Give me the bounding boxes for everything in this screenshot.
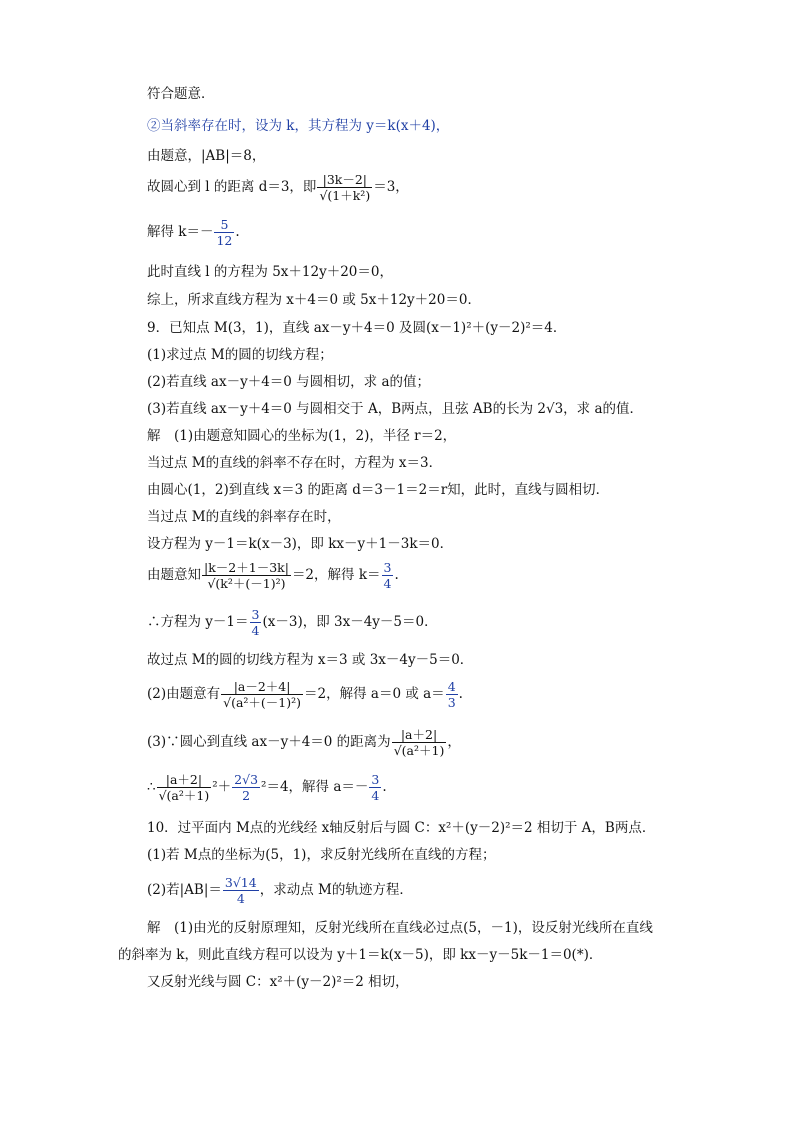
line-text: 故圆心到 l 的距离 d＝3，即 (147, 179, 317, 195)
text-line: 由题意知 $\frac{|k-2+1-3k|}{\text{√(k²＋(－1)²)}}$ ＝2，解得 k＝ $\frac{3}{4}$ . (147, 560, 399, 591)
text-line (147, 345, 333, 365)
fraction: $\frac{|a-2+4|}{\text{√(a²＋(－1)²)}}$ (223, 679, 302, 710)
line-text: (3)∵圆心到直线 ax－y＋4＝0 的距离为 (147, 734, 391, 750)
line-text: (2)若直线 ax－y＋4＝0 与圆相切，求 a的值； (147, 374, 431, 390)
text-line: (2)由题意有 $\frac{|a-2+4|}{\text{√(a²＋(－1)²)}}$ ＝2，解得 a＝0 或 a＝ $\frac{4}{3}$ . (147, 679, 463, 710)
line-text: 由题意知 (147, 567, 201, 583)
text-line (147, 818, 655, 838)
line-text: (3)若直线 ax－y＋4＝0 与圆相交于 A，B两点，且弦 AB的长为 2√3，求 a的值． (147, 401, 644, 417)
line-text: 10．过平面内 M点的光线经 x轴反射后与圆 C：x²＋(y－2)²＝2 相切于 A，B两点． (147, 820, 656, 836)
line-text: ∴ (147, 779, 156, 795)
line-text: ∴方程为 y－1＝ (147, 614, 249, 630)
fraction: $\frac{|a+2|}{\text{√(a²＋1)}}$ (393, 727, 445, 758)
text-line (147, 399, 643, 419)
text-line (147, 534, 453, 554)
text-line (147, 845, 495, 865)
fraction: $\frac{5}{12}$ (216, 217, 233, 248)
text-line: 解得 k＝－ $\frac{5}{12}$ . (147, 217, 240, 248)
line-text: 由圆心(1，2)到直线 x＝3 的距离 d＝3－1＝2＝r知，此时，直线与圆相切． (147, 482, 610, 498)
text-line (147, 507, 341, 527)
text-line (147, 426, 456, 446)
text-line (147, 972, 409, 992)
text-line: (2)若|AB|＝ $\frac{3√14}{4}$ ，求动点 M的轨迹方程． (147, 875, 413, 906)
text-line: ∴ $\frac{|a+2|}{\text{√(a²＋1)}}$ ²＋ $\frac{2√3}{2}$ ²＝4，解得 a＝－ $\frac{3}{4}$ . (147, 772, 387, 803)
text-line (147, 453, 442, 473)
line-text: 当过点 M的直线的斜率存在时， (147, 509, 341, 525)
text-line (147, 146, 265, 166)
fraction: $\frac{|a+2|}{\text{√(a²＋1)}}$ (158, 772, 210, 803)
line-text: 解得 k＝－ (147, 224, 214, 240)
text-line: 故圆心到 l 的距离 d＝3，即 $\frac{|3k-2|}{\text{√(1＋k²)}}$ ＝3， (147, 172, 409, 203)
fraction: $\frac{4}{3}$ (447, 679, 456, 710)
text-line (147, 290, 481, 310)
text-line (147, 84, 215, 104)
text-line (147, 480, 609, 500)
text-line (147, 650, 473, 670)
text-line (118, 945, 602, 965)
text-line (147, 918, 653, 938)
line-text: ②当斜率存在时，设为 k，其方程为 y＝k(x＋4)， (147, 118, 450, 134)
line-text: 由题意，|AB|＝8， (147, 148, 266, 164)
line-text: 当过点 M的直线的斜率不存在时，方程为 x＝3． (147, 455, 443, 471)
text-line (147, 318, 566, 338)
fraction: $\frac{2√3}{2}$ (234, 772, 259, 803)
line-text: (2)由题意有 (147, 686, 221, 702)
text-line (147, 372, 430, 392)
line-text: 解 (1)由题意知圆心的坐标为(1，2)，半径 r＝2， (147, 428, 457, 444)
line-text: (2)若|AB|＝ (147, 882, 222, 898)
fraction: $\frac{3√14}{4}$ (224, 875, 257, 906)
line-text: 的斜率为 k，则此直线方程可以设为 y＋1＝k(x－5)，即 kx－y－5k－1＝0(*)． (118, 947, 603, 963)
fraction: $\frac{|3k-2|}{\text{√(1＋k²)}}$ (319, 172, 371, 203)
fraction: $\frac{3}{4}$ (383, 560, 392, 591)
line-text: 综上，所求直线方程为 x＋4＝0 或 5x＋12y＋20＝0． (147, 292, 481, 308)
line-text: 9．已知点 M(3，1)，直线 ax－y＋4＝0 及圆(x－1)²＋(y－2)²＝4． (147, 320, 567, 336)
line-text: 故过点 M的圆的切线方程为 x＝3 或 3x－4y－5＝0． (147, 652, 474, 668)
line-text: 又反射光线与圆 C：x²＋(y－2)²＝2 相切， (147, 974, 409, 990)
text-line: (3)∵圆心到直线 ax－y＋4＝0 的距离为 $\frac{|a+2|}{\text{√(a²＋1)}}$ ， (147, 727, 461, 758)
line-text: 此时直线 l 的方程为 5x＋12y＋20＝0， (147, 264, 393, 280)
line-text: (1)求过点 M的圆的切线方程； (147, 347, 333, 363)
fraction: $\frac{|k-2+1-3k|}{\text{√(k²＋(－1)²)}}$ (204, 560, 289, 591)
line-text: 设方程为 y－1＝k(x－3)，即 kx－y＋1－3k＝0． (147, 536, 454, 552)
text-line (147, 262, 393, 282)
line-text: 符合题意． (147, 86, 215, 102)
fraction: $\frac{3}{4}$ (371, 772, 380, 803)
line-text: (1)若 M点的坐标为(5，1)，求反射光线所在直线的方程； (147, 847, 496, 863)
line-text: 解 (1)由光的反射原理知，反射光线所在直线必过点(5，－1)，设反射光线所在直线 (147, 920, 653, 936)
text-line: ∴方程为 y－1＝ $\frac{3}{4}$ (x－3)，即 3x－4y－5＝0． (147, 607, 438, 638)
fraction: $\frac{3}{4}$ (251, 607, 260, 638)
text-line (147, 116, 449, 136)
